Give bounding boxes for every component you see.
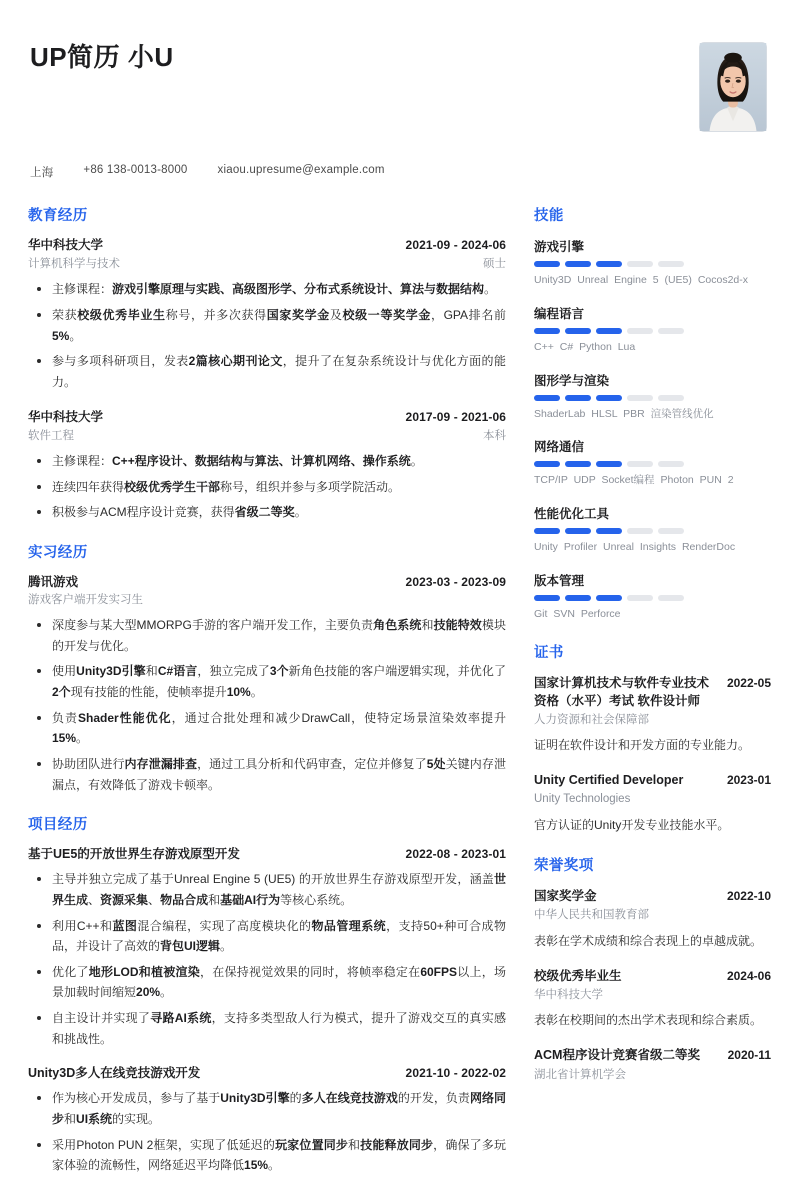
skill-level-segment — [627, 261, 653, 267]
degree-label: 本科 — [483, 429, 506, 442]
entry-header — [534, 967, 771, 985]
skill-level-segment — [658, 395, 684, 401]
award-list — [534, 887, 771, 1084]
internship-list — [28, 573, 506, 795]
item-description: 表彰在校期间的杰出学术表现和综合素质。 — [534, 1013, 763, 1028]
entry-date: 2024-06 — [726, 968, 771, 983]
entry-subheader — [28, 427, 506, 445]
skill-level-segment — [534, 595, 560, 601]
item-org: 华中科技大学 — [534, 988, 603, 1001]
section-certificates — [534, 641, 771, 837]
entry-date: 2021-09 - 2024-06 — [405, 238, 506, 252]
skill-level-segment — [596, 261, 622, 267]
skill-level-segment — [534, 528, 560, 534]
skill-level-segment — [627, 528, 653, 534]
major-name: 软件工程 — [28, 429, 74, 442]
certificate-list — [534, 674, 771, 837]
list-item — [534, 674, 771, 757]
bullet-item: 主修课程：C++程序设计、数据结构与算法、计算机网络、操作系统。 — [28, 451, 506, 472]
entry-header — [28, 236, 506, 254]
contact-email: xiaou.upresume@example.com — [217, 164, 385, 176]
skill-level-bar — [534, 595, 771, 601]
skill-group-name: 游戏引擎 — [534, 240, 585, 254]
skill-level-segment — [658, 328, 684, 334]
skill-group-name: 性能优化工具 — [534, 507, 610, 521]
entry-date: 2023-03 - 2023-09 — [405, 574, 506, 589]
section-education — [28, 204, 506, 523]
entry-date: 2020-11 — [727, 1048, 771, 1063]
item-title: 国家计算机技术与软件专业技术资格（水平）考试 软件设计师 — [534, 675, 710, 708]
bullet-item: 连续四年获得校级优秀学生干部称号，组织并参与多项学院活动。 — [28, 477, 506, 498]
project-list — [28, 845, 506, 1176]
entry-header — [534, 1046, 771, 1064]
skill-level-segment — [565, 595, 591, 601]
entry-header — [28, 845, 506, 863]
bullet-list — [28, 279, 506, 392]
skill-group-name: 编程语言 — [534, 306, 585, 321]
skill-level-segment — [565, 261, 591, 267]
skill-level-segment — [596, 528, 622, 534]
bullet-item: 参与多项科研项目，发表2篇核心期刊论文，提升了在复杂系统设计与优化方面的能力。 — [28, 351, 506, 392]
item-title: Unity Certified Developer — [534, 773, 684, 788]
resume-body — [28, 204, 771, 1194]
bullet-item: 主修课程：游戏引擎原理与实践、高级图形学、分布式系统设计、算法与数据结构。 — [28, 279, 506, 300]
item-org: 中华人民共和国教育部 — [534, 909, 649, 922]
skill-group — [534, 371, 771, 423]
entry-date: 2022-05 — [726, 675, 771, 690]
skill-level-segment — [658, 528, 684, 534]
skill-group-name: 图形学与渲染 — [534, 373, 610, 388]
internship-entry — [28, 573, 506, 795]
major-name: 计算机科学与技术 — [28, 258, 120, 271]
skill-level-bar — [534, 395, 771, 401]
bullet-item: 负责Shader性能优化，通过合批处理和减少DrawCall，使特定场景渲染效率提升15%。 — [28, 708, 506, 749]
entry-header — [534, 887, 771, 905]
entry-header — [28, 408, 506, 426]
skill-group — [534, 571, 771, 623]
skill-level-segment — [627, 595, 653, 601]
entry-header — [28, 1064, 506, 1082]
skill-group — [534, 437, 771, 489]
entry-subheader — [28, 592, 506, 609]
bullet-item: 深度参与某大型MMORPG手游的客户端开发工作，主要负责角色系统和技能特效模块的开发与优化。 — [28, 615, 506, 656]
list-item — [534, 967, 771, 1032]
skill-level-bar — [534, 261, 771, 267]
skill-level-segment — [627, 461, 653, 467]
item-org: Unity Technologies — [534, 793, 631, 806]
entry-date: 2022-10 — [726, 889, 771, 904]
contact-location: 上海 — [30, 167, 54, 179]
education-entry — [28, 408, 506, 523]
skill-level-segment — [596, 595, 622, 601]
skill-level-segment — [658, 595, 684, 601]
skill-level-segment — [565, 461, 591, 467]
entry-date: 2022-08 - 2023-01 — [405, 847, 506, 862]
skill-level-segment — [534, 261, 560, 267]
skill-group — [534, 504, 771, 556]
item-title: 校级优秀毕业生 — [534, 968, 622, 983]
skill-level-segment — [534, 395, 560, 401]
section-awards — [534, 854, 771, 1084]
list-item — [534, 771, 771, 836]
skill-level-segment — [565, 328, 591, 334]
skill-level-segment — [565, 395, 591, 401]
skill-level-bar — [534, 461, 771, 467]
project-name: 基于UE5的开放世界生存游戏原型开发 — [28, 847, 240, 862]
bullet-item: 协助团队进行内存泄漏排查，通过工具分析和代码审查，定位并修复了5处关键内存泄漏点，有效降低了游戏卡顿率。 — [28, 754, 506, 795]
company-name: 腾讯游戏 — [28, 574, 79, 589]
entry-header — [534, 674, 771, 710]
skill-level-segment — [627, 328, 653, 334]
project-name: Unity3D多人在线竞技游戏开发 — [28, 1066, 201, 1081]
bullet-item: 荣获校级优秀毕业生称号，并多次获得国家奖学金及校级一等奖学金，GPA排名前5%。 — [28, 305, 506, 346]
bullet-list — [28, 869, 506, 1049]
entry-date: 2017-09 - 2021-06 — [405, 409, 506, 424]
list-item — [534, 887, 771, 952]
item-description: 表彰在学术成绩和综合表现上的卓越成就。 — [534, 933, 763, 948]
skill-level-segment — [627, 395, 653, 401]
school-name: 华中科技大学 — [28, 238, 104, 252]
skill-tags: TCP/IP UDP Socket编程 Photon PUN 2 — [534, 474, 734, 487]
list-item — [534, 1046, 771, 1084]
page-title: UP简历 小U — [30, 42, 174, 72]
skill-level-segment — [596, 328, 622, 334]
item-title: 国家奖学金 — [534, 889, 597, 904]
section-title-projects: 项目经历 — [28, 817, 88, 834]
bullet-item: 作为核心开发成员，参与了基于Unity3D引擎的多人在线竞技游戏的开发，负责网络同步和UI系统的实现。 — [28, 1088, 506, 1129]
skill-tags: Git SVN Perforce — [534, 607, 621, 620]
education-entry — [28, 236, 506, 393]
entry-date: 2023-01 — [726, 773, 771, 788]
bullet-item: 采用Photon PUN 2框架，实现了低延迟的玩家位置同步和技能释放同步，确保了多玩家体验的流畅性，网络延迟平均降低15%。 — [28, 1135, 506, 1176]
item-description: 证明在软件设计和开发方面的专业能力。 — [534, 738, 751, 753]
skill-level-segment — [658, 461, 684, 467]
entry-header — [28, 573, 506, 591]
skill-tags: Unity Profiler Unreal Insights RenderDoc — [534, 541, 736, 553]
bullet-list — [28, 1088, 506, 1176]
school-name: 华中科技大学 — [28, 409, 104, 424]
entry-subheader — [28, 255, 506, 273]
item-description: 官方认证的Unity开发专业技能水平。 — [534, 817, 730, 832]
section-title-internship: 实习经历 — [28, 544, 88, 561]
resume-header — [28, 22, 771, 132]
degree-label: 硕士 — [483, 258, 506, 271]
skill-level-segment — [658, 261, 684, 267]
avatar — [699, 42, 767, 132]
section-title-awards: 荣誉奖项 — [534, 858, 594, 875]
skill-group-name: 网络通信 — [534, 440, 585, 455]
section-skills — [534, 204, 771, 623]
bullet-item: 利用C++和蓝图混合编程，实现了高度模块化的物品管理系统，支持50+种可合成物品，并设计了高效的背包UI逻辑。 — [28, 916, 506, 957]
skill-level-bar — [534, 528, 771, 534]
bullet-item: 使用Unity3D引擎和C#语言，独立完成了3个新角色技能的客户端逻辑实现，并优化了2个现有技能的性能，使帧率提升10%。 — [28, 661, 506, 702]
bullet-item: 优化了地形LOD和植被渲染，在保持视觉效果的同时，将帧率稳定在60FPS以上，场景加载时间缩短20%。 — [28, 962, 506, 1003]
section-title-education: 教育经历 — [28, 208, 88, 224]
skill-tags: Unity3D Unreal Engine 5 (UE5) Cocos2d-x — [534, 274, 749, 286]
name-block — [28, 42, 174, 73]
entry-header — [534, 771, 771, 789]
section-internship — [28, 541, 506, 795]
project-entry — [28, 1064, 506, 1176]
skill-level-bar — [534, 328, 771, 334]
item-org: 人力资源和社会保障部 — [534, 713, 649, 726]
skill-level-segment — [534, 461, 560, 467]
item-org: 湖北省计算机学会 — [534, 1068, 626, 1081]
bullet-list — [28, 615, 506, 795]
section-projects — [28, 813, 506, 1176]
skill-level-segment — [565, 528, 591, 534]
bullet-list — [28, 451, 506, 523]
skill-group — [534, 237, 771, 289]
main-column — [28, 204, 520, 1194]
section-title-certificates: 证书 — [534, 644, 564, 661]
education-list — [28, 236, 506, 523]
skill-group-name: 版本管理 — [534, 573, 585, 588]
skill-level-segment — [596, 395, 622, 401]
contact-line — [28, 164, 771, 180]
bullet-item: 自主设计并实现了寻路AI系统，支持多类型敌人行为模式，提升了游戏交互的真实感和挑战性。 — [28, 1008, 506, 1049]
section-title-skills: 技能 — [534, 208, 564, 224]
bullet-item: 主导并独立完成了基于Unreal Engine 5 (UE5) 的开放世界生存游戏原型开发，涵盖世界生成、资源采集、物品合成和基础AI行为等核心系统。 — [28, 869, 506, 910]
skill-tags: C++ C# Python Lua — [534, 340, 636, 353]
skill-group — [534, 304, 771, 356]
item-title: ACM程序设计竞赛省级二等奖 — [534, 1048, 700, 1063]
skill-tags: ShaderLab HLSL PBR 渲染管线优化 — [534, 407, 714, 420]
entry-date: 2021-10 - 2022-02 — [405, 1066, 506, 1081]
skill-list — [534, 237, 771, 623]
project-entry — [28, 845, 506, 1049]
side-column — [520, 204, 771, 1102]
skill-level-segment — [534, 328, 560, 334]
role-title: 游戏客户端开发实习生 — [28, 593, 143, 606]
skill-level-segment — [596, 461, 622, 467]
contact-phone: +86 138-0013-8000 — [83, 164, 188, 176]
bullet-item: 积极参与ACM程序设计竞赛，获得省级二等奖。 — [28, 502, 506, 523]
